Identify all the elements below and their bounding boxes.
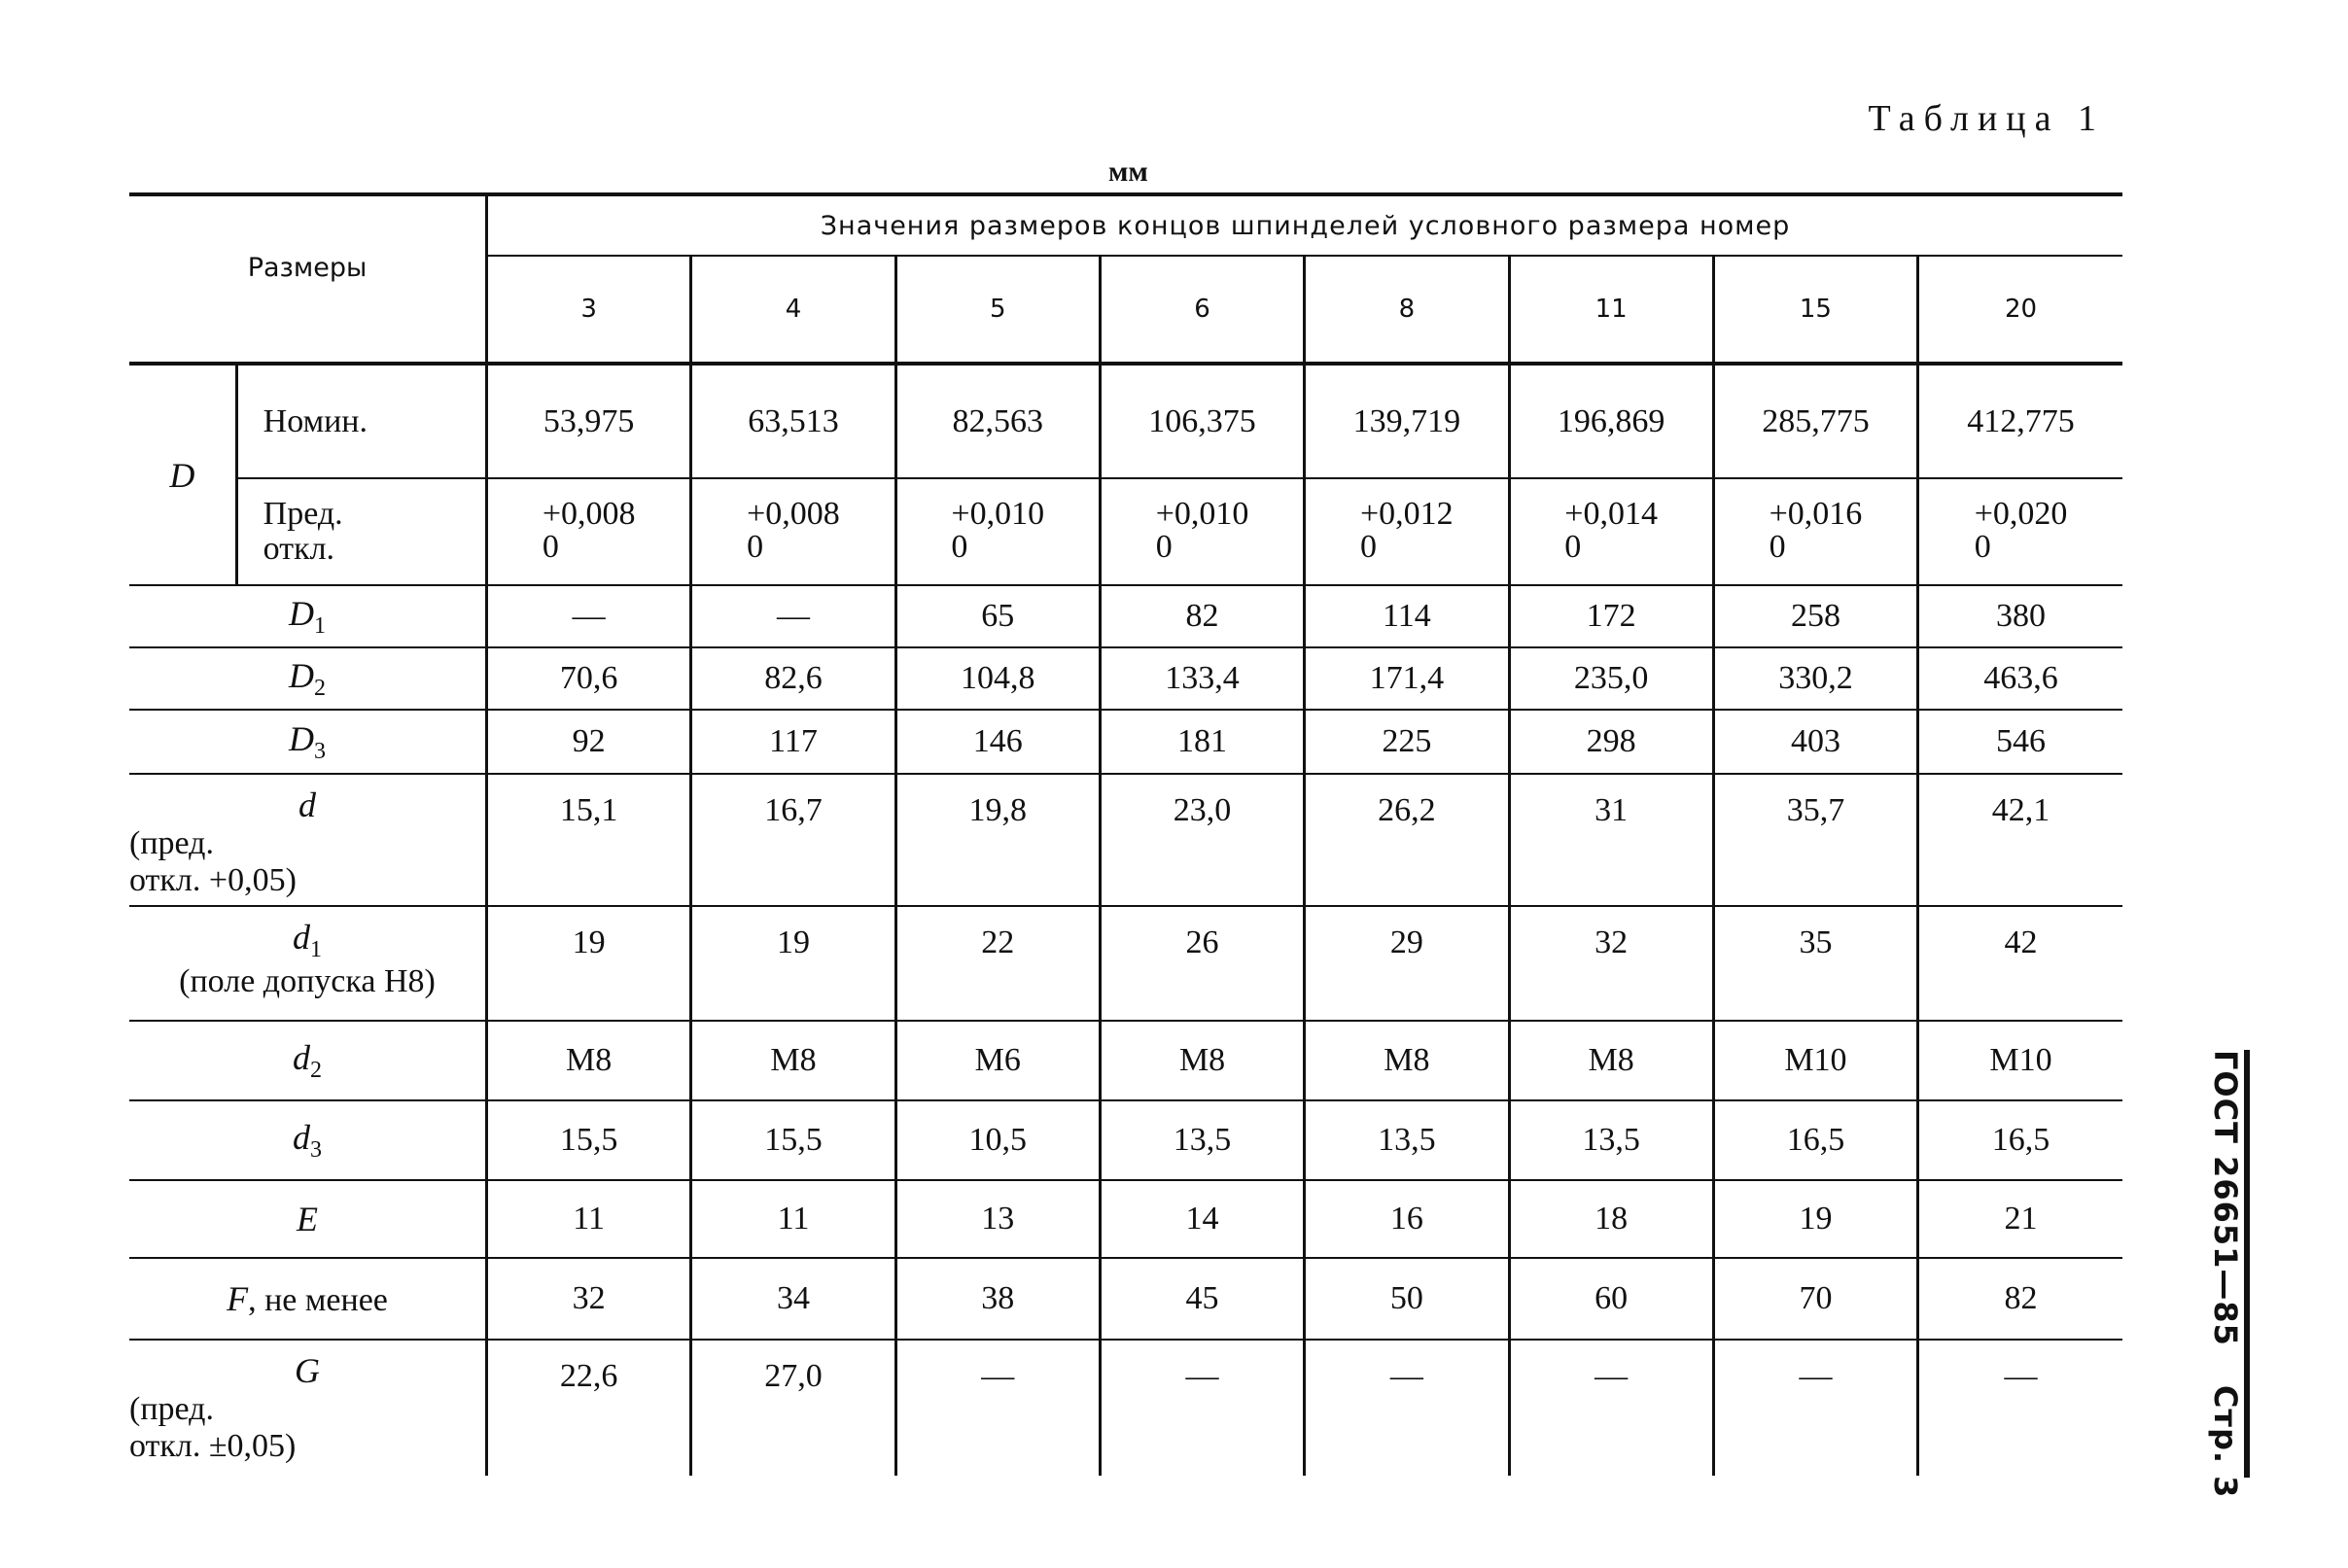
cell-d3: 10,5	[895, 1100, 1100, 1180]
row-label-d	[129, 774, 487, 906]
row-D3	[129, 710, 2122, 774]
tolerance-lower: 0	[951, 529, 968, 565]
tolerance-pair	[1360, 498, 1454, 564]
cell-D1: 380	[1918, 585, 2122, 647]
size-header-3: 3	[487, 256, 691, 364]
tolerance-lower: 0	[1974, 529, 1991, 565]
tolerance-pair	[1975, 498, 2068, 564]
spindle-dimensions-table	[129, 192, 2122, 1476]
cell-G: 27,0	[691, 1340, 895, 1476]
symbol-subscript: 1	[314, 613, 326, 640]
cell-D-nominal: 412,775	[1918, 364, 2122, 478]
cell-D3: 146	[895, 710, 1100, 774]
tolerance-lower: 0	[1360, 529, 1377, 565]
row-symbol	[298, 785, 316, 824]
symbol-subscript: 3	[314, 739, 326, 765]
cell-d: 16,7	[691, 774, 895, 906]
table-label: Таблица 1	[1868, 98, 2105, 139]
tolerance-lower: 0	[542, 529, 559, 565]
cell-G: —	[1918, 1340, 2122, 1476]
row-label-d3	[129, 1100, 487, 1180]
row-label-D3	[129, 710, 487, 774]
symbol-subscript: 2	[314, 676, 326, 702]
cell-E: 14	[1100, 1180, 1304, 1258]
cell-D3: 546	[1918, 710, 2122, 774]
side-margin-note	[2186, 1050, 2250, 1499]
cell-d1: 35	[1713, 906, 1917, 1021]
row-symbol	[289, 593, 326, 640]
cell-d3: 16,5	[1918, 1100, 2122, 1180]
tolerance-pair	[1564, 498, 1658, 564]
cell-E: 21	[1918, 1180, 2122, 1258]
tolerance-upper: +0,020	[1974, 496, 2068, 532]
cell-D1: 258	[1713, 585, 1917, 647]
cell-D3: 92	[487, 710, 691, 774]
size-header-20: 20	[1918, 256, 2122, 364]
cell-d: 35,7	[1713, 774, 1917, 906]
tolerance-upper: +0,014	[1564, 496, 1658, 532]
cell-E: 13	[895, 1180, 1100, 1258]
row-label-nominal: Номин.	[236, 364, 486, 478]
cell-D-tolerance	[1305, 478, 1509, 585]
tolerance-pair	[747, 498, 840, 564]
row-symbol	[289, 718, 326, 765]
cell-F: 70	[1713, 1258, 1917, 1340]
cell-D2: 330,2	[1713, 647, 1917, 710]
row-note: откл. ±0,05)	[129, 1428, 297, 1464]
cell-D1: 65	[895, 585, 1100, 647]
units-label: мм	[1108, 156, 1148, 188]
cell-d: 26,2	[1305, 774, 1509, 906]
row-symbol	[227, 1279, 248, 1318]
tolerance-label-line2: откл.	[263, 531, 335, 567]
tolerance-upper: +0,012	[1360, 496, 1454, 532]
cell-D-nominal: 82,563	[895, 364, 1100, 478]
row-label-E	[129, 1180, 487, 1258]
cell-D1: 82	[1100, 585, 1304, 647]
cell-D2: 82,6	[691, 647, 895, 710]
cell-d1: 42	[1918, 906, 2122, 1021]
cell-d2: M6	[895, 1021, 1100, 1100]
cell-E: 18	[1509, 1180, 1713, 1258]
cell-E: 11	[487, 1180, 691, 1258]
cell-D-tolerance	[1918, 478, 2122, 585]
row-label-D2	[129, 647, 487, 710]
cell-G: —	[1100, 1340, 1304, 1476]
cell-G: —	[1713, 1340, 1917, 1476]
row-label-d2	[129, 1021, 487, 1100]
row-d1	[129, 906, 2122, 1021]
row-G	[129, 1340, 2122, 1476]
cell-F: 34	[691, 1258, 895, 1340]
cell-d2: M8	[1100, 1021, 1304, 1100]
cell-F: 45	[1100, 1258, 1304, 1340]
row-label-d1	[129, 906, 487, 1021]
row-note: (пред.	[129, 825, 214, 861]
cell-D2: 70,6	[487, 647, 691, 710]
symbol-subscript: 3	[310, 1137, 322, 1164]
cell-E: 16	[1305, 1180, 1509, 1258]
cell-d2: M8	[1509, 1021, 1713, 1100]
symbol-char: D	[289, 718, 314, 758]
row-symbol	[293, 1117, 322, 1164]
cell-E: 11	[691, 1180, 895, 1258]
cell-D-tolerance	[1100, 478, 1304, 585]
cell-D3: 117	[691, 710, 895, 774]
cell-G: —	[895, 1340, 1100, 1476]
cell-d1: 22	[895, 906, 1100, 1021]
cell-G: —	[1305, 1340, 1509, 1476]
symbol-char: d	[293, 1037, 310, 1077]
cell-D2: 463,6	[1918, 647, 2122, 710]
row-note: откл. +0,05)	[129, 862, 297, 898]
cell-d3: 15,5	[691, 1100, 895, 1180]
cell-D-nominal: 106,375	[1100, 364, 1304, 478]
row-E	[129, 1180, 2122, 1258]
cell-d2: M8	[1305, 1021, 1509, 1100]
cell-D-tolerance	[487, 478, 691, 585]
cell-d2: M8	[487, 1021, 691, 1100]
cell-G: —	[1509, 1340, 1713, 1476]
cell-F: 32	[487, 1258, 691, 1340]
row-note: (пред.	[129, 1391, 214, 1427]
size-header-5: 5	[895, 256, 1100, 364]
row-D2	[129, 647, 2122, 710]
row-symbol	[293, 1037, 322, 1084]
cell-G: 22,6	[487, 1340, 691, 1476]
tolerance-pair	[1156, 498, 1249, 564]
cell-F: 82	[1918, 1258, 2122, 1340]
symbol-subscript: 2	[310, 1058, 322, 1084]
cell-d3: 15,5	[487, 1100, 691, 1180]
row-d2	[129, 1021, 2122, 1100]
cell-d: 23,0	[1100, 774, 1304, 906]
row-note: (поле допуска H8)	[179, 963, 436, 1000]
page-number: Стр. 3	[2207, 1384, 2244, 1499]
cell-F: 60	[1509, 1258, 1713, 1340]
size-header-8: 8	[1305, 256, 1509, 364]
cell-D1: 114	[1305, 585, 1509, 647]
cell-D2: 133,4	[1100, 647, 1304, 710]
tolerance-upper: +0,008	[747, 496, 840, 532]
cell-D2: 235,0	[1509, 647, 1713, 710]
tolerance-pair	[951, 498, 1044, 564]
size-header-4: 4	[691, 256, 895, 364]
symbol-char: d	[298, 785, 316, 824]
cell-d1: 32	[1509, 906, 1713, 1021]
side-note-text	[2207, 1050, 2244, 1498]
cell-d: 42,1	[1918, 774, 2122, 906]
cell-d3: 16,5	[1713, 1100, 1917, 1180]
cell-D2: 171,4	[1305, 647, 1509, 710]
dimensions-header: Размеры	[129, 194, 487, 364]
cell-D3: 403	[1713, 710, 1917, 774]
symbol-char: D	[289, 593, 314, 633]
cell-d1: 29	[1305, 906, 1509, 1021]
tolerance-pair	[543, 498, 636, 564]
cell-d: 15,1	[487, 774, 691, 906]
symbol-char: d	[293, 918, 310, 957]
symbol-char: d	[293, 1117, 310, 1157]
row-label-D1	[129, 585, 487, 647]
row-label-tolerance	[236, 478, 486, 585]
size-header-6: 6	[1100, 256, 1304, 364]
cell-d1: 26	[1100, 906, 1304, 1021]
row-symbol	[289, 655, 326, 702]
tolerance-lower: 0	[1155, 529, 1173, 565]
symbol-char: D	[289, 655, 314, 695]
cell-D-tolerance	[691, 478, 895, 585]
cell-D-nominal: 53,975	[487, 364, 691, 478]
cell-D-nominal: 139,719	[1305, 364, 1509, 478]
cell-d3: 13,5	[1509, 1100, 1713, 1180]
cell-d2: M8	[691, 1021, 895, 1100]
row-d	[129, 774, 2122, 906]
cell-D-nominal: 196,869	[1509, 364, 1713, 478]
cell-D-tolerance	[1509, 478, 1713, 585]
cell-D1: —	[691, 585, 895, 647]
cell-D3: 181	[1100, 710, 1304, 774]
sizes-span-header: Значения размеров концов шпинделей условного размера номер	[487, 194, 2122, 256]
cell-F: 50	[1305, 1258, 1509, 1340]
cell-D2: 104,8	[895, 647, 1100, 710]
row-symbol	[295, 1351, 320, 1390]
cell-D-tolerance	[895, 478, 1100, 585]
cell-d3: 13,5	[1305, 1100, 1509, 1180]
symbol-char: E	[297, 1200, 318, 1238]
cell-F: 38	[895, 1258, 1100, 1340]
cell-D-tolerance	[1713, 478, 1917, 585]
cell-D3: 225	[1305, 710, 1509, 774]
cell-d2: M10	[1713, 1021, 1917, 1100]
row-symbol-D: D	[129, 364, 236, 585]
cell-d1: 19	[487, 906, 691, 1021]
cell-d: 19,8	[895, 774, 1100, 906]
cell-D1: —	[487, 585, 691, 647]
tolerance-lower: 0	[1564, 529, 1582, 565]
row-F	[129, 1258, 2122, 1340]
row-label-suffix: , не менее	[248, 1282, 388, 1318]
tolerance-lower: 0	[1769, 529, 1786, 565]
size-header-11: 11	[1509, 256, 1713, 364]
row-label-G	[129, 1340, 487, 1476]
tolerance-upper: +0,010	[1155, 496, 1249, 532]
tolerance-upper: +0,010	[951, 496, 1045, 532]
symbol-char: F	[227, 1279, 249, 1318]
cell-D-nominal: 285,775	[1713, 364, 1917, 478]
cell-D-nominal: 63,513	[691, 364, 895, 478]
size-header-15: 15	[1713, 256, 1917, 364]
cell-d3: 13,5	[1100, 1100, 1304, 1180]
standard-number: ГОСТ 26651—85	[2207, 1050, 2244, 1346]
tolerance-pair	[1770, 498, 1863, 564]
cell-E: 19	[1713, 1180, 1917, 1258]
row-symbol	[297, 1200, 318, 1238]
cell-d2: M10	[1918, 1021, 2122, 1100]
cell-d1: 19	[691, 906, 895, 1021]
cell-d: 31	[1509, 774, 1713, 906]
cell-D1: 172	[1509, 585, 1713, 647]
symbol-char: G	[295, 1351, 320, 1390]
row-d3	[129, 1100, 2122, 1180]
symbol-subscript: 1	[310, 937, 322, 963]
row-label-F	[129, 1258, 487, 1340]
row-D1	[129, 585, 2122, 647]
row-symbol	[293, 918, 322, 963]
tolerance-upper: +0,016	[1769, 496, 1863, 532]
cell-D3: 298	[1509, 710, 1713, 774]
tolerance-lower: 0	[747, 529, 764, 565]
tolerance-upper: +0,008	[542, 496, 636, 532]
tolerance-label-line1: Пред.	[263, 496, 343, 532]
